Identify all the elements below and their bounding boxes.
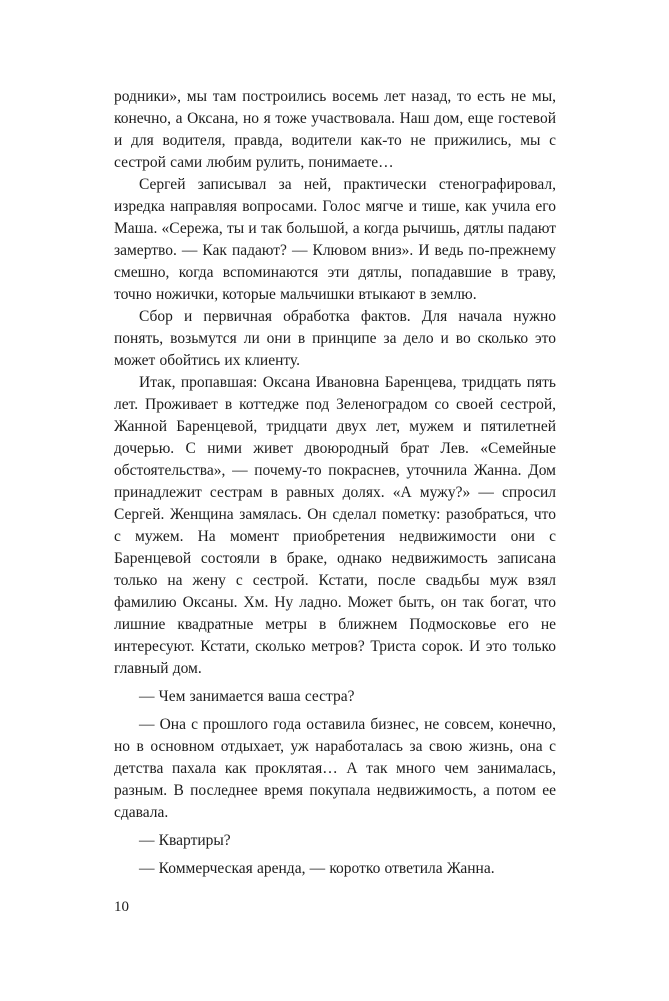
page-text-block: [114, 86, 556, 880]
paragraph: родники», мы там построились восемь лет назад, то есть не мы, конечно, а Оксана, но я тоже участвовала. Наш дом, еще гостевой и для водителя, правда, водители как-то не прижились, мы с сестрой сами любим рулить, понимаете…: [114, 88, 556, 171]
page-number: 10: [114, 899, 129, 915]
paragraph-dialogue: — Коммерческая аренда, — коротко ответила Жанна.: [139, 860, 495, 877]
paragraph-dialogue: — Квартиры?: [139, 832, 231, 849]
paragraph: Сбор и первичная обработка фактов. Для начала нужно понять, возьмутся ли они в принципе за дело и во сколько это может обойтись их клиенту.: [114, 308, 556, 369]
paragraph: Итак, пропавшая: Оксана Ивановна Баренцева, тридцать пять лет. Проживает в коттедже под Зеленоградом со своей сестрой, Жанной Баренцевой, тридцати двух лет, мужем и пятилетней дочерью. С ними живет двоюродный брат Лев. «Семейные обстоятельства», — почему-то покраснев, уточнила Жанна. Дом принадлежит сестрам в равных долях. «А мужу?» — спросил Сергей. Женщина замялась. Он сделал пометку: разобраться, что с мужем. На момент приобретения недвижимости они с Баренцевой состояли в браке, однако недвижимость записана только на жену с сестрой. Кстати, после свадьбы муж взял фамилию Оксаны. Хм. Ну ладно. Может быть, он так богат, что лишние квадратные метры в ближнем Подмосковье его не интересуют. Кстати, сколько метров? Триста сорок. И это только главный дом.: [114, 374, 556, 677]
paragraph-dialogue: — Чем занимается ваша сестра?: [139, 688, 355, 705]
paragraph-dialogue: — Она с прошлого года оставила бизнес, не совсем, конечно, но в основном отдыхает, уж наработалась за свою жизнь, она с детства пахала как проклятая… А так много чем занималась, разным. В последнее время покупала недвижимость, а потом ее сдавала.: [114, 716, 556, 821]
paragraph: Сергей записывал за ней, практически стенографировал, изредка направляя вопросами. Голос мягче и тише, как учила его Маша. «Сережа, ты и так большой, а когда рычишь, дятлы падают замертво. — Как падают? — Клювом вниз». И ведь по-прежнему смешно, когда вспоминаются эти дятлы, попадавшие в траву, точно ножички, которые мальчишки втыкают в землю.: [114, 176, 556, 303]
